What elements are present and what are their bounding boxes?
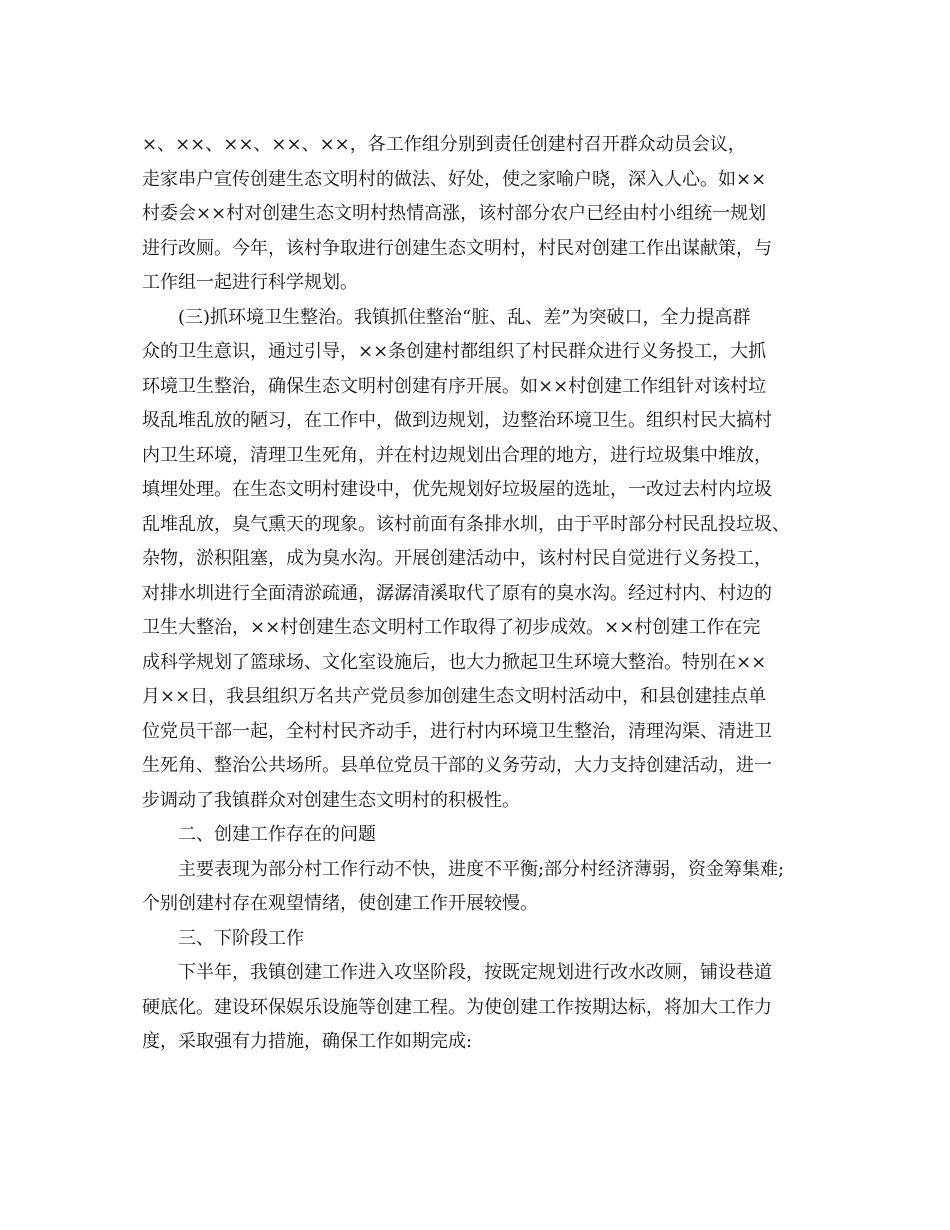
- text-line: 内卫生环境，清理卫生死角，并在村边规划出合理的地方，进行垃圾集中堆放，: [142, 444, 772, 466]
- text-line: 众的卫生意识，通过引导，××条创建村都组织了村民群众进行义务投工，大抓: [142, 341, 767, 362]
- text-line: 主要表现为部分村工作行动不快，进度不平衡;部分村经济薄弱，资金筹集难;: [178, 858, 785, 880]
- text-line: 卫生大整治，××村创建生态文明村工作取得了初步成效。××村创建工作在完: [142, 617, 761, 638]
- text-line: 硬底化。建设环保娱乐设施等创建工程。为使创建工作按期达标，将加大工作力: [142, 996, 772, 1018]
- text-line: 对排水圳进行全面清淤疏通，潺潺清溪取代了原有的臭水沟。经过村内、村边的: [142, 582, 772, 604]
- text-line: 杂物，淤积阻塞，成为臭水沟。开展创建活动中，该村村民自觉进行义务投工，: [142, 548, 772, 569]
- text-line: 乱堆乱放，臭气熏天的现象。该村前面有条排水圳，由于平时部分村民乱投垃圾、: [142, 513, 790, 535]
- text-line: 下半年，我镇创建工作进入攻坚阶段，按既定规划进行改水改厕，铺设巷道: [178, 962, 772, 983]
- text-line: 工作组一起进行科学规划。: [142, 272, 358, 293]
- text-line: 三、下阶段工作: [178, 927, 304, 949]
- document-body: [142, 128, 810, 1060]
- text-line: 个别创建村存在观望情绪，使创建工作开展较慢。: [142, 893, 538, 914]
- text-line: 步调动了我镇群众对创建生态文明村的积极性。: [142, 789, 520, 811]
- text-line: 成科学规划了篮球场、文化室设施后，也大力掀起卫生环境大整治。特别在××: [142, 651, 767, 673]
- text-line: ×、××、××、××、××，各工作组分别到责任创建村召开群众动员会议，: [142, 134, 746, 155]
- text-line: 位党员干部一起，全村村民齐动手，进行村内环境卫生整治，清理沟渠、清进卫: [142, 720, 772, 742]
- text-line: 走家串户宣传创建生态文明村的做法、好处，使之家喻户晓，深入人心。如××: [142, 168, 767, 190]
- text-line: 生死角、整治公共场所。县单位党员干部的义务劳动，大力支持创建活动，进一: [142, 755, 772, 776]
- text-line: 月××日，我县组织万名共产党员参加创建生态文明村活动中，和县创建挂点单: [142, 686, 767, 707]
- text-line: 度，采取强有力措施，确保工作如期完成:: [142, 1031, 473, 1052]
- text-line: 村委会××村对创建生态文明村热情高涨，该村部分农户已经由村小组统一规划: [142, 203, 767, 224]
- text-line: 二、创建工作存在的问题: [178, 824, 376, 845]
- text-line: 填埋处理。在生态文明村建设中，优先规划好垃圾屋的选址，一改过去村内垃圾: [142, 479, 772, 500]
- text-line: (三)抓环境卫生整治。我镇抓住整治“脏、乱、差”为突破口，全力提高群: [178, 306, 751, 328]
- text-line: 圾乱堆乱放的陋习，在工作中，做到边规划，边整治环境卫生。组织村民大搞村: [142, 410, 772, 431]
- text-line: 进行改厕。今年，该村争取进行创建生态文明村，村民对创建工作出谋献策，与: [142, 237, 772, 259]
- text-line: 环境卫生整治，确保生态文明村创建有序开展。如××村创建工作组针对该村垃: [142, 375, 767, 397]
